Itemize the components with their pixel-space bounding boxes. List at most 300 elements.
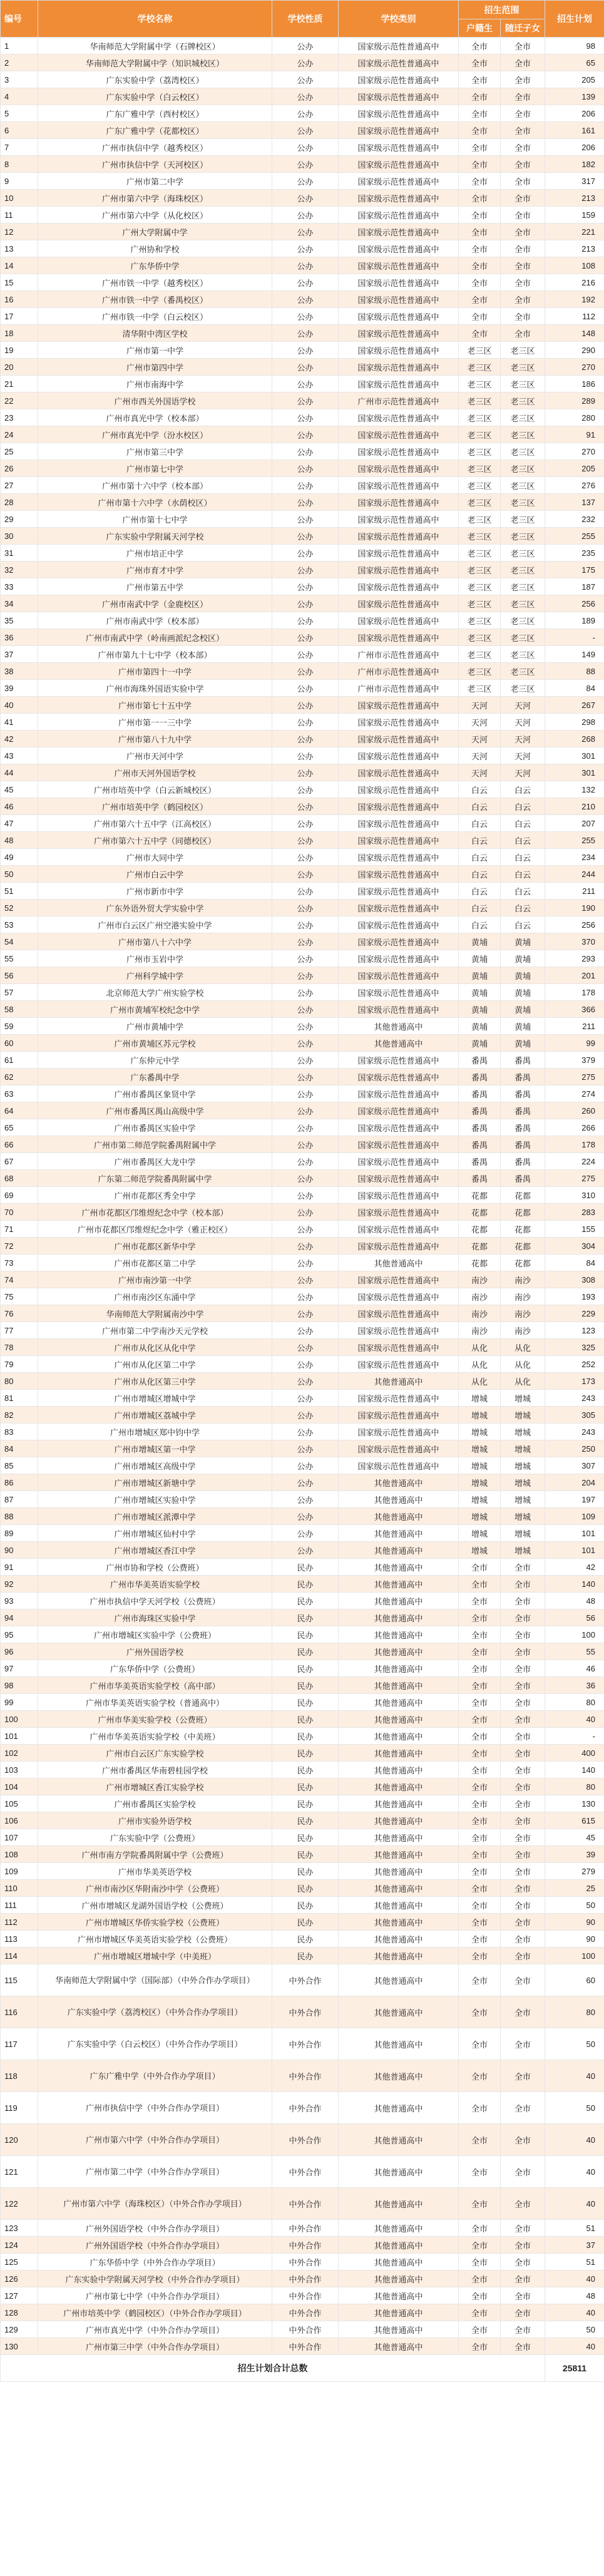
cell-school-name: 广州市第一一三中学: [38, 714, 272, 731]
cell-suiqian: 老三区: [501, 528, 545, 545]
header-hukou: 户籍生: [459, 19, 501, 38]
cell-school-type: 其他普通高中: [339, 1525, 459, 1542]
cell-suiqian: 全市: [501, 1694, 545, 1711]
cell-school-type: 其他普通高中: [339, 1626, 459, 1643]
cell-plan: 173: [545, 1373, 604, 1390]
cell-school-nature: 公办: [272, 1356, 339, 1373]
cell-no: 17: [1, 308, 38, 325]
cell-school-nature: 公办: [272, 933, 339, 950]
cell-school-nature: 公办: [272, 1018, 339, 1035]
table-row: [1, 798, 604, 815]
cell-hukou: 全市: [459, 325, 501, 342]
cell-school-nature: 公办: [272, 257, 339, 274]
cell-school-nature: 公办: [272, 1457, 339, 1474]
cell-school-name: 广东实验中学（白云校区）（中外合作办学项目）: [38, 2028, 272, 2060]
cell-plan: 301: [545, 747, 604, 764]
cell-plan: 100: [545, 1626, 604, 1643]
total-value: 25811: [545, 2355, 604, 2382]
cell-no: 121: [1, 2156, 38, 2188]
cell-school-name: 广州市花都区新华中学: [38, 1238, 272, 1255]
cell-school-type: 国家级示范性普通高中: [339, 494, 459, 511]
cell-school-type: 其他普通高中: [339, 1795, 459, 1812]
cell-school-nature: 民办: [272, 1795, 339, 1812]
cell-school-name: 广州市第六十五中学（同德校区）: [38, 832, 272, 849]
cell-suiqian: 增城: [501, 1440, 545, 1457]
cell-suiqian: 黄埔: [501, 984, 545, 1001]
cell-suiqian: 全市: [501, 2060, 545, 2092]
cell-school-type: 其他普通高中: [339, 1762, 459, 1778]
cell-hukou: 全市: [459, 105, 501, 122]
cell-school-type: 其他普通高中: [339, 1576, 459, 1593]
cell-school-name: 广州市增城区实验中学: [38, 1491, 272, 1508]
cell-no: 46: [1, 798, 38, 815]
cell-no: 107: [1, 1829, 38, 1846]
table-row: [1, 1846, 604, 1863]
cell-school-nature: 公办: [272, 1204, 339, 1221]
cell-hukou: 全市: [459, 2321, 501, 2338]
cell-plan: 50: [545, 2321, 604, 2338]
cell-suiqian: 全市: [501, 1964, 545, 1996]
cell-hukou: 全市: [459, 2237, 501, 2254]
table-row: [1, 1931, 604, 1947]
table-row: [1, 1407, 604, 1424]
cell-school-nature: 公办: [272, 781, 339, 798]
cell-hukou: 白云: [459, 849, 501, 866]
cell-school-type: 广州市示范性普通高中: [339, 646, 459, 663]
cell-plan: 50: [545, 1897, 604, 1914]
cell-hukou: 增城: [459, 1440, 501, 1457]
cell-school-type: 国家级示范性普通高中: [339, 849, 459, 866]
table-row: [1, 595, 604, 612]
cell-hukou: 天河: [459, 764, 501, 781]
cell-hukou: 全市: [459, 223, 501, 240]
table-row: [1, 2220, 604, 2237]
cell-school-name: 广州市白云区广州空港实验中学: [38, 916, 272, 933]
cell-no: 5: [1, 105, 38, 122]
cell-no: 50: [1, 866, 38, 883]
cell-school-name: 广州市增城区郑中钧中学: [38, 1424, 272, 1440]
cell-school-type: 国家级示范性普通高中: [339, 409, 459, 426]
table-row: [1, 1424, 604, 1440]
cell-plan: 123: [545, 1322, 604, 1339]
cell-plan: 275: [545, 1170, 604, 1187]
cell-school-nature: 公办: [272, 511, 339, 528]
cell-hukou: 番禺: [459, 1136, 501, 1153]
cell-school-nature: 中外合作: [272, 2188, 339, 2220]
cell-no: 8: [1, 156, 38, 173]
cell-no: 31: [1, 545, 38, 562]
cell-suiqian: 全市: [501, 2321, 545, 2338]
cell-plan: 42: [545, 1559, 604, 1576]
cell-hukou: 老三区: [459, 426, 501, 443]
table-row: [1, 1728, 604, 1745]
total-label: 招生计划合计总数: [1, 2355, 545, 2382]
table-row: [1, 1187, 604, 1204]
cell-school-type: 国家级示范性普通高中: [339, 1407, 459, 1424]
cell-no: 82: [1, 1407, 38, 1424]
cell-hukou: 花都: [459, 1204, 501, 1221]
cell-school-nature: 公办: [272, 223, 339, 240]
table-row: [1, 545, 604, 562]
cell-no: 37: [1, 646, 38, 663]
cell-school-nature: 公办: [272, 697, 339, 714]
cell-plan: 50: [545, 2092, 604, 2124]
cell-no: 100: [1, 1711, 38, 1728]
cell-school-name: 广州市第六中学（海珠校区）: [38, 190, 272, 207]
cell-suiqian: 全市: [501, 325, 545, 342]
cell-hukou: 全市: [459, 1897, 501, 1914]
cell-suiqian: 全市: [501, 2304, 545, 2321]
table-row: [1, 1069, 604, 1085]
cell-plan: 90: [545, 1931, 604, 1947]
cell-school-nature: 公办: [272, 308, 339, 325]
table-row: [1, 1542, 604, 1559]
cell-hukou: 番禺: [459, 1052, 501, 1069]
cell-suiqian: 全市: [501, 1931, 545, 1947]
table-row: [1, 1863, 604, 1880]
cell-school-type: 其他普通高中: [339, 2304, 459, 2321]
cell-plan: 301: [545, 764, 604, 781]
cell-suiqian: 老三区: [501, 443, 545, 460]
cell-school-name: 广州外国语学校: [38, 1643, 272, 1660]
cell-school-name: 广州市增城区派潭中学: [38, 1508, 272, 1525]
cell-no: 49: [1, 849, 38, 866]
cell-school-type: 国家级示范性普通高中: [339, 764, 459, 781]
cell-no: 59: [1, 1018, 38, 1035]
cell-school-nature: 民办: [272, 1846, 339, 1863]
cell-suiqian: 增城: [501, 1525, 545, 1542]
table-row: [1, 2304, 604, 2321]
cell-school-type: 国家级示范性普通高中: [339, 139, 459, 156]
cell-school-nature: 公办: [272, 1474, 339, 1491]
cell-school-type: 国家级示范性普通高中: [339, 1424, 459, 1440]
table-row: [1, 578, 604, 595]
cell-school-name: 华南师范大学附属南沙中学: [38, 1305, 272, 1322]
cell-school-name: 广州市从化区第三中学: [38, 1373, 272, 1390]
cell-no: 79: [1, 1356, 38, 1373]
cell-plan: 192: [545, 291, 604, 308]
cell-hukou: 老三区: [459, 393, 501, 409]
cell-no: 66: [1, 1136, 38, 1153]
cell-school-name: 广州市育才中学: [38, 562, 272, 578]
cell-school-type: 国家级示范性普通高中: [339, 156, 459, 173]
cell-no: 6: [1, 122, 38, 139]
cell-suiqian: 从化: [501, 1373, 545, 1390]
cell-school-nature: 中外合作: [272, 2028, 339, 2060]
table-row: [1, 156, 604, 173]
cell-school-type: 其他普通高中: [339, 1643, 459, 1660]
cell-no: 120: [1, 2124, 38, 2156]
cell-plan: 270: [545, 443, 604, 460]
cell-hukou: 全市: [459, 1778, 501, 1795]
cell-suiqian: 全市: [501, 1643, 545, 1660]
cell-suiqian: 全市: [501, 1863, 545, 1880]
cell-no: 10: [1, 190, 38, 207]
cell-school-type: 国家级示范性普通高中: [339, 562, 459, 578]
cell-suiqian: 全市: [501, 1795, 545, 1812]
cell-suiqian: 全市: [501, 1576, 545, 1593]
cell-no: 71: [1, 1221, 38, 1238]
cell-school-type: 国家级示范性普通高中: [339, 1440, 459, 1457]
cell-plan: 260: [545, 1102, 604, 1119]
cell-hukou: 老三区: [459, 443, 501, 460]
cell-school-name: 广州市第八十九中学: [38, 731, 272, 747]
cell-hukou: 白云: [459, 832, 501, 849]
cell-no: 60: [1, 1035, 38, 1052]
cell-suiqian: 天河: [501, 764, 545, 781]
cell-plan: 80: [545, 1778, 604, 1795]
cell-plan: 132: [545, 781, 604, 798]
cell-suiqian: 老三区: [501, 646, 545, 663]
cell-school-nature: 公办: [272, 984, 339, 1001]
cell-no: 34: [1, 595, 38, 612]
cell-school-type: 其他普通高中: [339, 2220, 459, 2237]
cell-hukou: 全市: [459, 1626, 501, 1643]
cell-school-type: 国家级示范性普通高中: [339, 1052, 459, 1069]
cell-school-name: 广州市培英中学（鹤园校区）（中外合作办学项目）: [38, 2304, 272, 2321]
cell-no: 88: [1, 1508, 38, 1525]
cell-plan: 279: [545, 1863, 604, 1880]
cell-school-type: 国家级示范性普通高中: [339, 1153, 459, 1170]
cell-no: 16: [1, 291, 38, 308]
cell-no: 44: [1, 764, 38, 781]
cell-suiqian: 黄埔: [501, 1018, 545, 1035]
cell-plan: 187: [545, 578, 604, 595]
cell-no: 36: [1, 629, 38, 646]
cell-plan: 91: [545, 426, 604, 443]
cell-school-name: 广东实验中学附属天河学校: [38, 528, 272, 545]
cell-plan: 206: [545, 105, 604, 122]
cell-school-name: 广州市第四十一中学: [38, 663, 272, 680]
cell-school-nature: 公办: [272, 1542, 339, 1559]
cell-no: 128: [1, 2304, 38, 2321]
cell-school-name: 广州市第四中学: [38, 359, 272, 376]
cell-school-type: 其他普通高中: [339, 2287, 459, 2304]
cell-no: 30: [1, 528, 38, 545]
cell-plan: 40: [545, 2338, 604, 2355]
cell-school-name: 广州市南方学院番禺附属中学（公费班）: [38, 1846, 272, 1863]
cell-suiqian: 老三区: [501, 342, 545, 359]
table-row: [1, 190, 604, 207]
cell-school-type: 其他普通高中: [339, 2188, 459, 2220]
cell-plan: 204: [545, 1474, 604, 1491]
cell-school-type: 其他普通高中: [339, 2237, 459, 2254]
cell-suiqian: 全市: [501, 291, 545, 308]
cell-school-type: 其他普通高中: [339, 1947, 459, 1964]
cell-suiqian: 从化: [501, 1356, 545, 1373]
cell-hukou: 全市: [459, 274, 501, 291]
header-enroll-plan: 招生计划: [545, 1, 604, 38]
cell-hukou: 全市: [459, 190, 501, 207]
table-row: [1, 426, 604, 443]
cell-school-name: 广州市增城区龙湖外国语学校（公费班）: [38, 1897, 272, 1914]
cell-suiqian: 全市: [501, 71, 545, 88]
cell-no: 18: [1, 325, 38, 342]
table-row: [1, 460, 604, 477]
cell-school-nature: 公办: [272, 426, 339, 443]
cell-plan: 211: [545, 1018, 604, 1035]
table-row: [1, 1914, 604, 1931]
cell-school-nature: 民办: [272, 1829, 339, 1846]
cell-suiqian: 全市: [501, 2156, 545, 2188]
cell-school-type: 广州市示范性普通高中: [339, 680, 459, 697]
cell-no: 43: [1, 747, 38, 764]
cell-hukou: 从化: [459, 1373, 501, 1390]
cell-no: 35: [1, 612, 38, 629]
cell-school-type: 其他普通高中: [339, 1018, 459, 1035]
cell-school-name: 广州市南沙区华附南沙中学（公费班）: [38, 1880, 272, 1897]
cell-no: 129: [1, 2321, 38, 2338]
cell-no: 70: [1, 1204, 38, 1221]
cell-plan: 293: [545, 950, 604, 967]
cell-suiqian: 天河: [501, 731, 545, 747]
table-row: [1, 2237, 604, 2254]
cell-no: 12: [1, 223, 38, 240]
cell-no: 123: [1, 2220, 38, 2237]
cell-hukou: 全市: [459, 2287, 501, 2304]
cell-no: 95: [1, 1626, 38, 1643]
cell-school-type: 其他普通高中: [339, 2028, 459, 2060]
cell-hukou: 增城: [459, 1424, 501, 1440]
cell-suiqian: 全市: [501, 1846, 545, 1863]
cell-plan: 36: [545, 1677, 604, 1694]
cell-school-nature: 公办: [272, 460, 339, 477]
table-row: [1, 1085, 604, 1102]
cell-school-name: 广州市南武中学（校本部）: [38, 612, 272, 629]
cell-plan: 229: [545, 1305, 604, 1322]
cell-school-type: 其他普通高中: [339, 2254, 459, 2271]
cell-school-name: 广州市增城区华侨实验学校（公费班）: [38, 1914, 272, 1931]
table-row: [1, 2124, 604, 2156]
table-row: [1, 207, 604, 223]
cell-school-name: 广州市第十六中学（水荫校区）: [38, 494, 272, 511]
cell-hukou: 南沙: [459, 1305, 501, 1322]
table-row: [1, 257, 604, 274]
cell-school-type: 其他普通高中: [339, 1829, 459, 1846]
cell-plan: 266: [545, 1119, 604, 1136]
cell-suiqian: 全市: [501, 240, 545, 257]
cell-plan: 65: [545, 54, 604, 71]
cell-no: 69: [1, 1187, 38, 1204]
table-row: [1, 1626, 604, 1643]
cell-school-nature: 公办: [272, 815, 339, 832]
cell-suiqian: 全市: [501, 1778, 545, 1795]
cell-suiqian: 增城: [501, 1457, 545, 1474]
table-row: [1, 764, 604, 781]
cell-school-type: 其他普通高中: [339, 1255, 459, 1271]
cell-hukou: 老三区: [459, 646, 501, 663]
cell-plan: 175: [545, 562, 604, 578]
cell-plan: 317: [545, 173, 604, 190]
cell-school-name: 广州市白云中学: [38, 866, 272, 883]
cell-school-nature: 民办: [272, 1762, 339, 1778]
table-row: [1, 2156, 604, 2188]
cell-school-name: 广州市第六中学（海珠校区）（中外合作办学项目）: [38, 2188, 272, 2220]
cell-school-nature: 公办: [272, 359, 339, 376]
cell-school-name: 广州市第二中学（中外合作办学项目）: [38, 2156, 272, 2188]
cell-plan: 197: [545, 1491, 604, 1508]
cell-school-name: 广东实验中学（白云校区）: [38, 88, 272, 105]
cell-no: 13: [1, 240, 38, 257]
cell-no: 96: [1, 1643, 38, 1660]
cell-plan: 101: [545, 1525, 604, 1542]
cell-plan: 130: [545, 1795, 604, 1812]
cell-school-name: 广州市协和学校（公费班）: [38, 1559, 272, 1576]
cell-school-type: 国家级示范性普通高中: [339, 376, 459, 393]
table-footer: [1, 2355, 604, 2382]
cell-school-type: 国家级示范性普通高中: [339, 511, 459, 528]
cell-school-nature: 民办: [272, 1812, 339, 1829]
cell-school-name: 广州市番禺区实验学校: [38, 1795, 272, 1812]
cell-suiqian: 老三区: [501, 359, 545, 376]
cell-hukou: 白云: [459, 781, 501, 798]
cell-school-name: 广州外国语学校（中外合作办学项目）: [38, 2220, 272, 2237]
cell-no: 47: [1, 815, 38, 832]
cell-hukou: 全市: [459, 2060, 501, 2092]
cell-no: 86: [1, 1474, 38, 1491]
cell-school-nature: 公办: [272, 105, 339, 122]
cell-school-type: 国家级示范性普通高中: [339, 883, 459, 900]
cell-plan: 148: [545, 325, 604, 342]
cell-hukou: 全市: [459, 1677, 501, 1694]
cell-suiqian: 全市: [501, 2028, 545, 2060]
cell-school-name: 广州市增城区仙村中学: [38, 1525, 272, 1542]
cell-school-type: 其他普通高中: [339, 2338, 459, 2355]
cell-school-nature: 公办: [272, 139, 339, 156]
cell-hukou: 全市: [459, 1576, 501, 1593]
cell-school-nature: 公办: [272, 747, 339, 764]
cell-plan: 84: [545, 680, 604, 697]
cell-no: 3: [1, 71, 38, 88]
cell-hukou: 老三区: [459, 578, 501, 595]
cell-school-name: 广州市增城区香江中学: [38, 1542, 272, 1559]
cell-school-type: 国家级示范性普通高中: [339, 1001, 459, 1018]
cell-no: 116: [1, 1996, 38, 2028]
cell-suiqian: 全市: [501, 1812, 545, 1829]
cell-school-nature: 公办: [272, 612, 339, 629]
cell-no: 63: [1, 1085, 38, 1102]
cell-school-name: 广州市天河外国语学校: [38, 764, 272, 781]
cell-school-type: 国家级示范性普通高中: [339, 308, 459, 325]
table-row: [1, 1880, 604, 1897]
table-row: [1, 325, 604, 342]
cell-school-nature: 公办: [272, 832, 339, 849]
table-row: [1, 1559, 604, 1576]
cell-no: 42: [1, 731, 38, 747]
cell-school-nature: 公办: [272, 646, 339, 663]
cell-school-type: 国家级示范性普通高中: [339, 950, 459, 967]
cell-suiqian: 番禺: [501, 1085, 545, 1102]
cell-plan: 100: [545, 1947, 604, 1964]
cell-plan: 40: [545, 2124, 604, 2156]
cell-hukou: 全市: [459, 2220, 501, 2237]
cell-school-name: 广州市花都区邝维煜纪念中学（校本部）: [38, 1204, 272, 1221]
cell-suiqian: 番禺: [501, 1119, 545, 1136]
table-row: [1, 1474, 604, 1491]
cell-no: 62: [1, 1069, 38, 1085]
table-row: [1, 1677, 604, 1694]
table-row: [1, 1305, 604, 1322]
cell-school-name: 广州市华美英语学校: [38, 1863, 272, 1880]
cell-suiqian: 白云: [501, 798, 545, 815]
table-row: [1, 2321, 604, 2338]
cell-school-nature: 公办: [272, 866, 339, 883]
cell-no: 98: [1, 1677, 38, 1694]
cell-hukou: 全市: [459, 1643, 501, 1660]
cell-plan: 224: [545, 1153, 604, 1170]
cell-plan: -: [545, 629, 604, 646]
cell-plan: 270: [545, 359, 604, 376]
